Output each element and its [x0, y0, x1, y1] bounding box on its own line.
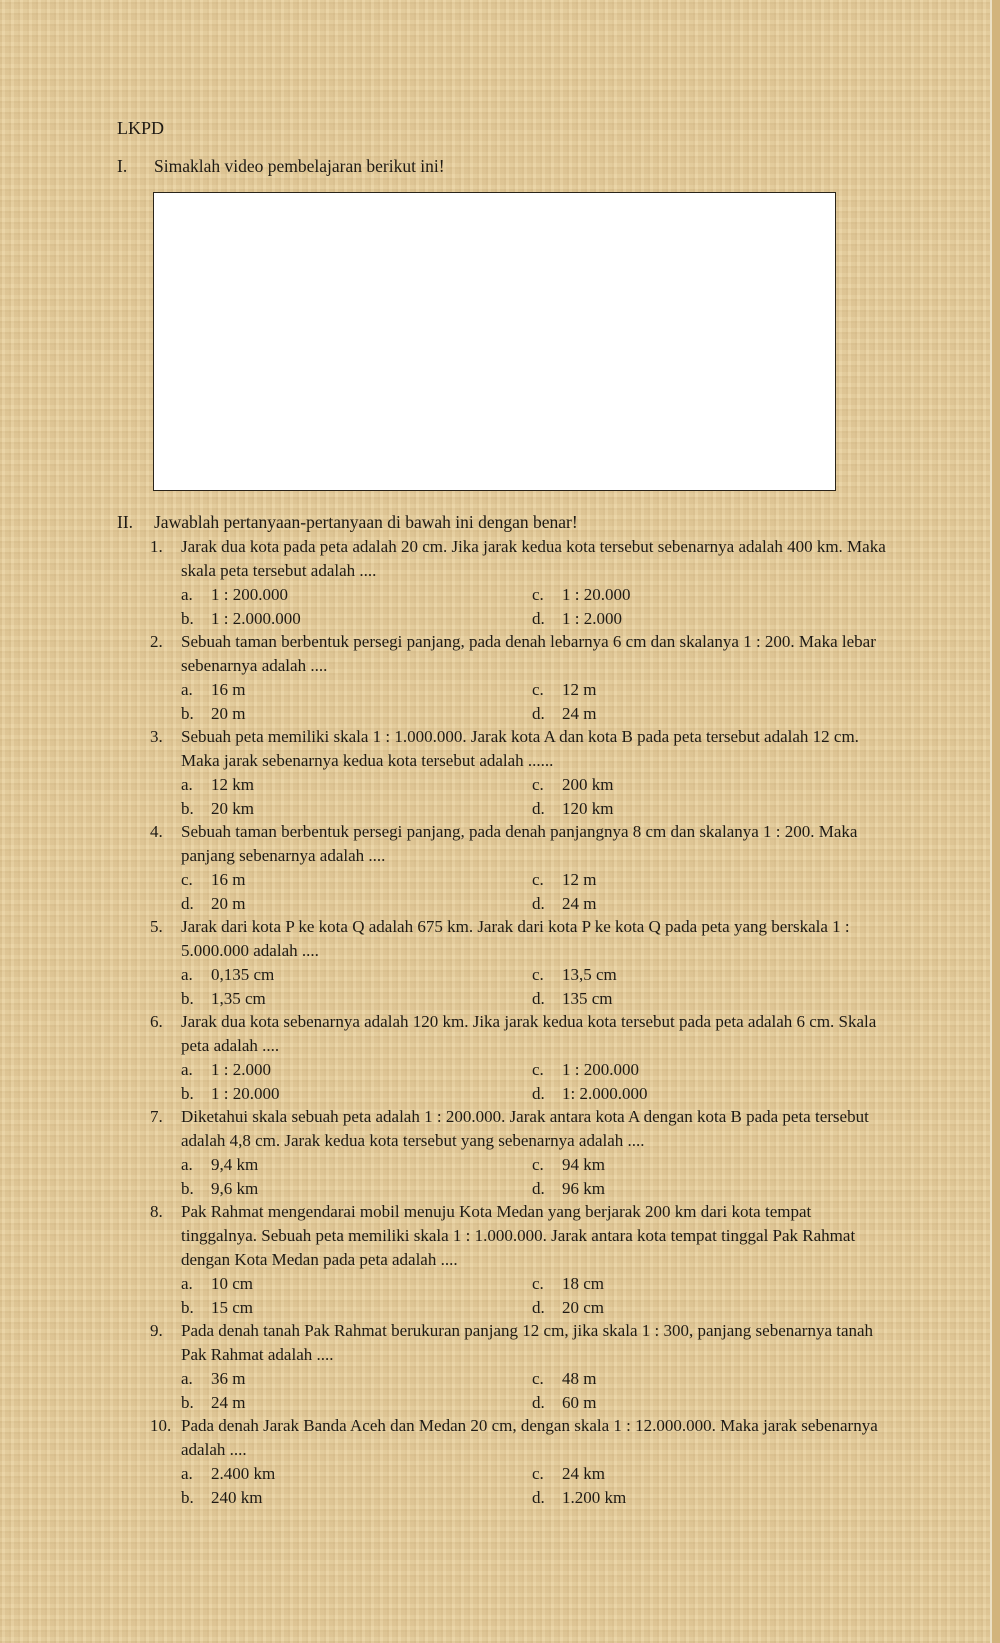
- question-number: 2.: [150, 632, 163, 651]
- answer-options: [181, 678, 890, 725]
- option-letter: b.: [181, 988, 194, 1008]
- option-letter: d.: [532, 1297, 545, 1317]
- option-letter: a.: [181, 1464, 193, 1483]
- answer-option[interactable]: [532, 1486, 732, 1510]
- option-letter: c.: [532, 1155, 544, 1174]
- answer-option[interactable]: [532, 1153, 732, 1177]
- question-line: [150, 915, 890, 963]
- answer-option[interactable]: [181, 892, 532, 916]
- question-number: 10.: [150, 1416, 172, 1435]
- document-title: LKPD: [117, 118, 165, 138]
- answer-option[interactable]: [181, 1391, 532, 1415]
- page-edge-strip: [990, 0, 1000, 1643]
- answer-option[interactable]: [181, 797, 532, 821]
- option-value: 12 km: [211, 775, 254, 794]
- question-8: [150, 1200, 890, 1319]
- option-letter: a.: [181, 585, 193, 604]
- answer-options: [181, 868, 890, 915]
- option-letter: b.: [181, 798, 194, 818]
- option-letter: b.: [181, 1392, 194, 1412]
- question-line: [150, 820, 890, 868]
- option-letter: d.: [532, 608, 545, 628]
- answer-option[interactable]: [181, 1367, 532, 1391]
- option-letter: d.: [532, 988, 545, 1008]
- option-value: 120 km: [562, 798, 614, 818]
- option-value: 1,35 cm: [211, 988, 266, 1008]
- answer-option[interactable]: [181, 1296, 532, 1320]
- option-letter: b.: [181, 1178, 194, 1198]
- answer-option[interactable]: [532, 678, 732, 702]
- question-line: [150, 1319, 890, 1367]
- option-letter: d.: [532, 1083, 545, 1103]
- question-text: Sebuah taman berbentuk persegi panjang, pada denah panjangnya 8 cm dan skalanya 1 : 200. Maka panjang sebenarnya adalah ....: [181, 822, 858, 865]
- option-value: 96 km: [562, 1178, 605, 1198]
- answer-option[interactable]: [532, 1272, 732, 1296]
- answer-option[interactable]: [181, 1177, 532, 1201]
- answer-option[interactable]: [532, 702, 732, 726]
- option-letter: c.: [532, 1274, 544, 1293]
- question-number: 7.: [150, 1107, 163, 1126]
- option-value: 0,135 cm: [211, 965, 275, 984]
- option-value: 12 m: [562, 680, 597, 699]
- answer-option[interactable]: [532, 773, 732, 797]
- option-value: 1 : 200.000: [562, 1060, 639, 1079]
- answer-options: [181, 1058, 890, 1105]
- option-letter: b.: [181, 703, 194, 723]
- question-9: [150, 1319, 890, 1414]
- question-text: Jarak dari kota P ke kota Q adalah 675 km. Jarak dari kota P ke kota Q pada peta yang berskala 1 : 5.000.000 adalah ....: [181, 917, 850, 960]
- answer-options: [181, 1367, 890, 1414]
- answer-option[interactable]: [181, 607, 532, 631]
- option-value: 20 km: [211, 798, 254, 818]
- option-letter: a.: [181, 680, 193, 699]
- option-value: 36 m: [211, 1369, 246, 1388]
- option-letter: c.: [532, 1369, 544, 1388]
- option-letter: a.: [181, 1155, 193, 1174]
- answer-option[interactable]: [181, 1486, 532, 1510]
- question-number: 9.: [150, 1321, 163, 1340]
- answer-option[interactable]: [181, 1462, 532, 1486]
- option-letter: c.: [532, 775, 544, 794]
- answer-option[interactable]: [532, 1462, 732, 1486]
- option-value: 24 km: [562, 1464, 605, 1483]
- option-value: 15 cm: [211, 1297, 254, 1317]
- question-2: [150, 630, 890, 725]
- question-line: [150, 630, 890, 678]
- option-value: 1 : 2.000.000: [211, 608, 301, 628]
- question-list: [150, 535, 890, 1509]
- question-6: [150, 1010, 890, 1105]
- option-letter: c.: [532, 680, 544, 699]
- option-value: 24 m: [562, 703, 597, 723]
- option-letter: d.: [532, 703, 545, 723]
- answer-option[interactable]: [181, 702, 532, 726]
- answer-options: [181, 583, 890, 630]
- answer-option[interactable]: [532, 607, 732, 631]
- option-value: 13,5 cm: [562, 965, 617, 984]
- answer-option[interactable]: [532, 1391, 732, 1415]
- answer-option[interactable]: [532, 1058, 732, 1082]
- option-letter: b.: [181, 608, 194, 628]
- answer-option[interactable]: [532, 1367, 732, 1391]
- answer-option[interactable]: [532, 1296, 732, 1320]
- option-value: 240 km: [211, 1487, 263, 1507]
- question-text: Pada denah tanah Pak Rahmat berukuran panjang 12 cm, jika skala 1 : 300, panjang sebenarnya tanah Pak Rahmat adalah ....: [181, 1321, 874, 1364]
- option-letter: d.: [181, 893, 194, 913]
- option-letter: b.: [181, 1083, 194, 1103]
- option-value: 10 cm: [211, 1274, 254, 1293]
- answer-option[interactable]: [532, 797, 732, 821]
- option-value: 135 cm: [562, 988, 613, 1008]
- option-value: 48 m: [562, 1369, 597, 1388]
- answer-options: [181, 773, 890, 820]
- option-value: 20 m: [211, 893, 246, 913]
- question-number: 8.: [150, 1202, 163, 1221]
- video-player-placeholder[interactable]: [153, 192, 836, 491]
- question-line: [150, 1105, 890, 1153]
- question-3: [150, 725, 890, 820]
- option-value: 2.400 km: [211, 1464, 276, 1483]
- option-value: 20 m: [211, 703, 246, 723]
- question-text: Sebuah peta memiliki skala 1 : 1.000.000. Jarak kota A dan kota B pada peta tersebut adalah 12 cm. Maka jarak sebenarnya kedua kota tersebut adalah ......: [181, 727, 859, 770]
- option-value: 20 cm: [562, 1297, 605, 1317]
- answer-options: [181, 1462, 890, 1509]
- option-letter: d.: [532, 1392, 545, 1412]
- question-line: [150, 1200, 890, 1272]
- option-value: 12 m: [562, 870, 597, 889]
- option-letter: c.: [532, 1060, 544, 1079]
- option-letter: c.: [181, 870, 193, 889]
- option-value: 1: 2.000.000: [562, 1083, 648, 1103]
- section-1-number: I.: [117, 156, 128, 176]
- question-line: [150, 1414, 890, 1462]
- option-letter: d.: [532, 1487, 545, 1507]
- question-5: [150, 915, 890, 1010]
- answer-option[interactable]: [532, 868, 732, 892]
- answer-option[interactable]: [181, 963, 532, 987]
- section-1-instruction: Simaklah video pembelajaran berikut ini!: [154, 156, 445, 176]
- option-letter: c.: [532, 965, 544, 984]
- option-letter: a.: [181, 1369, 193, 1388]
- section-2-instruction: Jawablah pertanyaan-pertanyaan di bawah ini dengan benar!: [154, 512, 578, 532]
- question-number: 4.: [150, 822, 163, 841]
- answer-option[interactable]: [181, 773, 532, 797]
- option-value: 24 m: [211, 1392, 246, 1412]
- option-letter: c.: [532, 1464, 544, 1483]
- section-2-heading: [117, 512, 578, 533]
- option-letter: c.: [532, 870, 544, 889]
- answer-option[interactable]: [181, 583, 532, 607]
- option-letter: b.: [181, 1487, 194, 1507]
- question-text: Jarak dua kota sebenarnya adalah 120 km. Jika jarak kedua kota tersebut pada peta adalah 6 cm. Skala peta adalah ....: [181, 1012, 877, 1055]
- option-value: 9,6 km: [211, 1178, 259, 1198]
- option-letter: b.: [181, 1297, 194, 1317]
- question-line: [150, 1010, 890, 1058]
- question-line: [150, 725, 890, 773]
- answer-option[interactable]: [181, 987, 532, 1011]
- answer-option[interactable]: [532, 1082, 732, 1106]
- question-text: Jarak dua kota pada peta adalah 20 cm. Jika jarak kedua kota tersebut sebenarnya adalah 400 km. Maka skala peta tersebut adalah ....: [181, 537, 886, 580]
- option-value: 94 km: [562, 1155, 605, 1174]
- option-value: 9,4 km: [211, 1155, 259, 1174]
- option-letter: d.: [532, 1178, 545, 1198]
- option-letter: a.: [181, 1274, 193, 1293]
- answer-option[interactable]: [532, 1177, 732, 1201]
- answer-option[interactable]: [181, 1082, 532, 1106]
- option-value: 1 : 20.000: [562, 585, 631, 604]
- option-value: 18 cm: [562, 1274, 605, 1293]
- option-letter: d.: [532, 798, 545, 818]
- section-1-heading: [117, 156, 445, 177]
- section-2-number: II.: [117, 512, 134, 532]
- answer-option[interactable]: [532, 892, 732, 916]
- answer-options: [181, 1272, 890, 1319]
- answer-option[interactable]: [181, 1153, 532, 1177]
- option-value: 1 : 20.000: [211, 1083, 280, 1103]
- answer-options: [181, 1153, 890, 1200]
- answer-option[interactable]: [532, 987, 732, 1011]
- option-letter: d.: [532, 893, 545, 913]
- answer-option[interactable]: [181, 868, 532, 892]
- answer-options: [181, 963, 890, 1010]
- option-value: 16 m: [211, 870, 246, 889]
- option-value: 16 m: [211, 680, 246, 699]
- question-number: 5.: [150, 917, 163, 936]
- question-10: [150, 1414, 890, 1509]
- answer-option[interactable]: [181, 1058, 532, 1082]
- question-number: 6.: [150, 1012, 163, 1031]
- option-value: 1 : 2.000: [211, 1060, 271, 1079]
- option-letter: a.: [181, 775, 193, 794]
- option-value: 24 m: [562, 893, 597, 913]
- option-letter: c.: [532, 585, 544, 604]
- option-value: 1 : 200.000: [211, 585, 288, 604]
- option-letter: a.: [181, 965, 193, 984]
- question-1: [150, 535, 890, 630]
- question-4: [150, 820, 890, 915]
- question-line: [150, 535, 890, 583]
- question-text: Sebuah taman berbentuk persegi panjang, pada denah lebarnya 6 cm dan skalanya 1 : 200. Maka lebar sebenarnya adalah ....: [181, 632, 876, 675]
- option-value: 1 : 2.000: [562, 608, 622, 628]
- question-7: [150, 1105, 890, 1200]
- option-letter: a.: [181, 1060, 193, 1079]
- question-number: 3.: [150, 727, 163, 746]
- answer-option[interactable]: [181, 1272, 532, 1296]
- question-number: 1.: [150, 537, 163, 556]
- answer-option[interactable]: [532, 583, 732, 607]
- answer-option[interactable]: [532, 963, 732, 987]
- option-value: 60 m: [562, 1392, 597, 1412]
- question-text: Pada denah Jarak Banda Aceh dan Medan 20 cm, dengan skala 1 : 12.000.000. Maka jarak sebenarnya adalah ....: [181, 1416, 878, 1459]
- question-text: Pak Rahmat mengendarai mobil menuju Kota Medan yang berjarak 200 km dari kota tempat tinggalnya. Sebuah peta memiliki skala 1 : 1.000.000. Jarak antara kota tempat tinggal Pak Rahmat dengan Kota Medan pada peta adalah ....: [181, 1202, 856, 1269]
- answer-option[interactable]: [181, 678, 532, 702]
- option-value: 1.200 km: [562, 1487, 627, 1507]
- option-value: 200 km: [562, 775, 614, 794]
- question-text: Diketahui skala sebuah peta adalah 1 : 200.000. Jarak antara kota A dengan kota B pada peta tersebut adalah 4,8 cm. Jarak kedua kota tersebut yang sebenarnya adalah ....: [181, 1107, 869, 1150]
